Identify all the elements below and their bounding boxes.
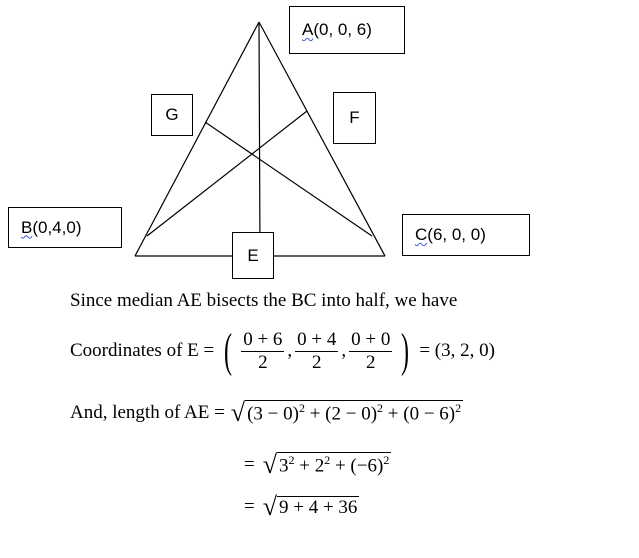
close-paren: ) — [401, 324, 410, 377]
sqrt-sign-2: √ — [262, 450, 277, 479]
median-ae — [259, 22, 260, 256]
step-2-equation — [244, 450, 391, 480]
label-c-box — [402, 214, 530, 256]
step2-term-3: + (−6) — [334, 455, 384, 477]
coordinates-equation — [70, 322, 495, 380]
label-a-coords: (0, 0, 6) — [313, 20, 372, 39]
equals-3: = — [244, 496, 255, 517]
label-e: E — [247, 245, 259, 265]
fraction-z — [349, 329, 392, 374]
fraction-x-den: 2 — [241, 351, 284, 374]
label-a-prefix: A — [302, 20, 314, 39]
solution-line-1: Since median AE bisects the BC into half, we have — [70, 290, 458, 311]
comma-2: , — [341, 340, 347, 361]
coords-result: = (3, 2, 0) — [419, 340, 495, 361]
fraction-z-num: 0 + 0 — [351, 328, 391, 350]
sqrt-content-3: 9 + 4 + 36 — [279, 496, 358, 518]
label-b-prefix: B — [21, 217, 33, 237]
term-3: + (0 − 6) — [387, 403, 456, 425]
fraction-y-num: 0 + 4 — [297, 328, 337, 350]
step-3-equation — [244, 492, 359, 522]
label-c-prefix: C — [415, 225, 428, 244]
fraction-z-den: 2 — [349, 351, 392, 374]
sqrt-sign-1: √ — [230, 398, 246, 427]
step2-exp-3: 2 — [383, 453, 390, 468]
side-ab — [135, 22, 259, 256]
exp-2: 2 — [377, 401, 384, 416]
label-f: F — [349, 108, 360, 127]
label-c-coords: (6, 0, 0) — [427, 225, 486, 244]
fraction-y-den: 2 — [295, 351, 338, 374]
label-g: G — [165, 105, 179, 124]
coords-label: Coordinates of E = — [70, 340, 215, 361]
comma-1: , — [287, 340, 293, 361]
exp-1: 2 — [298, 401, 305, 416]
label-b-box — [8, 207, 122, 248]
length-equation — [70, 398, 463, 428]
step2-term-2: + 2 — [299, 455, 325, 477]
open-paren: ( — [224, 324, 233, 377]
equals-2: = — [244, 454, 255, 475]
label-a-box — [289, 6, 405, 54]
label-g-box — [151, 94, 193, 136]
step2-term-1: 3 — [279, 455, 289, 477]
exp-3: 2 — [455, 401, 462, 416]
step2-exp-2: 2 — [324, 453, 331, 468]
fraction-x — [241, 329, 284, 374]
sqrt-content-1 — [245, 400, 463, 425]
step2-exp-1: 2 — [288, 453, 295, 468]
term-2: + (2 − 0) — [309, 403, 378, 425]
term-1: (3 − 0) — [247, 403, 299, 425]
label-f-box — [333, 92, 376, 144]
fraction-y — [295, 329, 338, 374]
label-e-box — [232, 232, 274, 279]
sqrt-content-2 — [277, 452, 391, 477]
sqrt-sign-3: √ — [262, 492, 277, 521]
label-b-coords: (0,4,0) — [32, 217, 82, 237]
length-label: And, length of AE = — [70, 402, 225, 423]
fraction-x-num: 0 + 6 — [243, 328, 283, 350]
